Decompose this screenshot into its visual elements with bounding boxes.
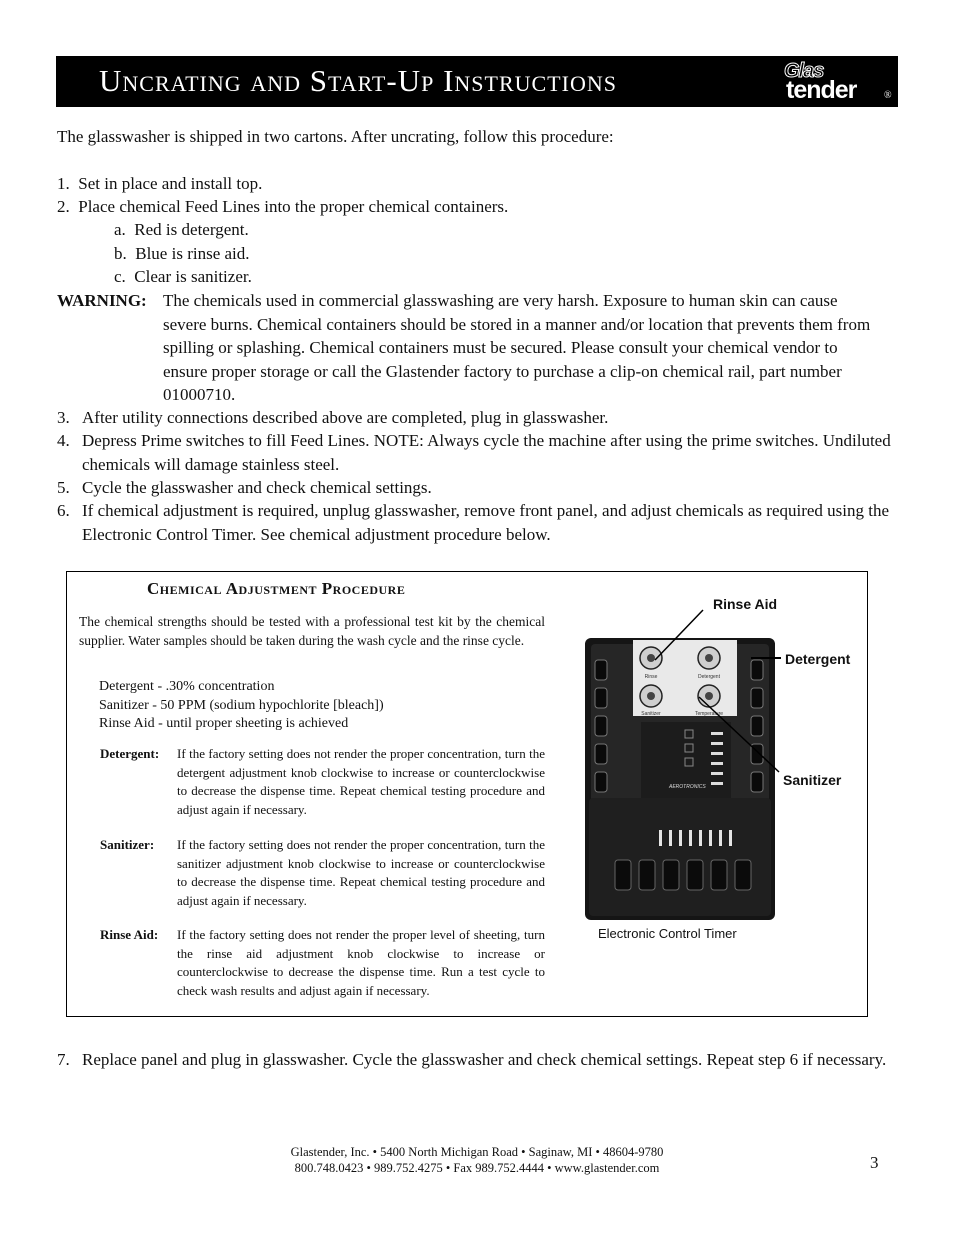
step-2 xyxy=(57,195,508,219)
step-4 xyxy=(57,429,897,477)
step-7-text: Replace panel and plug in glasswasher. Cycle the glasswasher and check chemical settings. Repeat step 6 if necessary. xyxy=(82,1050,887,1069)
procedure-intro: The chemical strengths should be tested with a professional test kit by the chemical supplier. Water samples should be taken during the wash cycle and the rinse cycle. xyxy=(79,614,545,648)
sanitizer-text: If the factory setting does not render the proper concentration, turn the sanitizer adjustment knob clockwise to increase or counterclockwise to decrease the dispense time. Repeat chemical testing procedure and adjust again if necessary. xyxy=(177,837,545,908)
callout-lines xyxy=(67,572,869,1018)
step-2-text: Place chemical Feed Lines into the proper chemical containers. xyxy=(78,197,509,216)
step-6-text: If chemical adjustment is required, unplug glasswasher, remove front panel, and adjust chemicals as required using the Electronic Control Timer. See chemical adjustment procedure below. xyxy=(82,501,890,544)
sanitizer-label: Sanitizer: xyxy=(100,837,155,852)
step-4-number: 4. xyxy=(57,431,70,450)
step-2a-letter: a. xyxy=(114,220,126,239)
step-5 xyxy=(57,476,897,500)
warning-label: WARNING: xyxy=(57,291,147,310)
dial-label-sanitizer: Sanitizer xyxy=(641,711,661,717)
step-2a xyxy=(114,218,249,242)
detergent-label: Detergent: xyxy=(100,746,160,761)
step-7-number: 7. xyxy=(57,1050,70,1069)
step-2b-letter: b. xyxy=(114,244,127,263)
step-5-text: Cycle the glasswasher and check chemical settings. xyxy=(82,478,432,497)
callout-detergent: Detergent xyxy=(785,651,851,667)
spec-rinse-aid: Rinse Aid - until proper sheeting is achieved xyxy=(99,716,349,731)
step-1-text: Set in place and install top. xyxy=(78,174,263,193)
detergent-text: If the factory setting does not render the proper concentration, turn the detergent adjustment knob clockwise to increase or counterclockwise to decrease the dispense time. Repeat chemical testing procedure and adjust again if necessary. xyxy=(177,746,545,817)
title-banner xyxy=(56,56,898,107)
rinse-aid-label: Rinse Aid: xyxy=(100,927,159,942)
logo-registered-mark: ® xyxy=(884,90,892,101)
step-2-number: 2. xyxy=(57,197,70,216)
warning-text: The chemicals used in commercial glasswashing are very harsh. Exposure to human skin can cause severe burns. Chemical containers should be stored in a manner and/or location that prevents them from spilling or splashing. Chemical containers must be secured. Please consult your chemical vendor to ensure proper storage or call the Glastender factory to purchase a clip-on chemical rail, part number 01000710. xyxy=(163,291,871,404)
callout-sanitizer: Sanitizer xyxy=(783,772,842,788)
board-brand-label: AEROTRONICS xyxy=(669,784,706,790)
page-number: 3 xyxy=(870,1153,879,1172)
step-1-number: 1. xyxy=(57,174,70,193)
chemical-adjustment-box xyxy=(66,571,868,1017)
step-2b-text: Blue is rinse aid. xyxy=(135,244,250,263)
step-3 xyxy=(57,406,897,430)
page-title: Uncrating and Start-Up Instructions xyxy=(99,63,617,98)
step-1 xyxy=(57,172,262,196)
dial-label-rinse: Rinse xyxy=(644,674,658,680)
logo-glas: Glas xyxy=(784,60,824,82)
step-2c xyxy=(114,265,252,289)
step-7 xyxy=(57,1048,899,1096)
step-2b xyxy=(114,242,250,266)
step-6 xyxy=(57,499,899,547)
step-3-text: After utility connections described above are completed, plug in glasswasher. xyxy=(82,408,609,427)
step-5-number: 5. xyxy=(57,478,70,497)
procedure-title: Chemical Adjustment Procedure xyxy=(147,579,406,598)
glastender-logo xyxy=(784,60,894,104)
step-6-number: 6. xyxy=(57,501,70,520)
spec-detergent: Detergent - .30% concentration xyxy=(99,679,275,694)
timer-caption: Electronic Control Timer xyxy=(598,926,737,941)
callout-rinse-aid: Rinse Aid xyxy=(713,596,778,612)
dial-label-temperature: Temperature xyxy=(694,711,724,717)
dial-label-detergent: Detergent xyxy=(698,674,720,680)
step-2c-letter: c. xyxy=(114,267,126,286)
intro-text: The glasswasher is shipped in two cartons. After uncrating, follow this procedure: xyxy=(57,127,614,146)
footer-address: Glastender, Inc. • 5400 North Michigan Road • Saginaw, MI • 48604-9780 xyxy=(290,1145,664,1159)
step-2a-text: Red is detergent. xyxy=(134,220,249,239)
step-2c-text: Clear is sanitizer. xyxy=(134,267,252,286)
rinse-aid-text: If the factory setting does not render the proper level of sheeting, turn the rinse aid adjustment knob clockwise to increase or counterclockwise to decrease the dispense time. Run a test cycle to check wash results and adjust again if necessary. xyxy=(177,927,545,998)
spec-sanitizer: Sanitizer - 50 PPM (sodium hypochlorite [bleach]) xyxy=(99,698,384,713)
step-4-text: Depress Prime switches to fill Feed Lines. NOTE: Always cycle the machine after using the prime switches. Undiluted chemicals will damage stainless steel. xyxy=(82,431,891,474)
logo-tender: tender xyxy=(786,76,857,104)
footer-contact: 800.748.0423 • 989.752.4275 • Fax 989.752.4444 • www.glastender.com xyxy=(294,1161,660,1175)
step-3-number: 3. xyxy=(57,408,70,427)
